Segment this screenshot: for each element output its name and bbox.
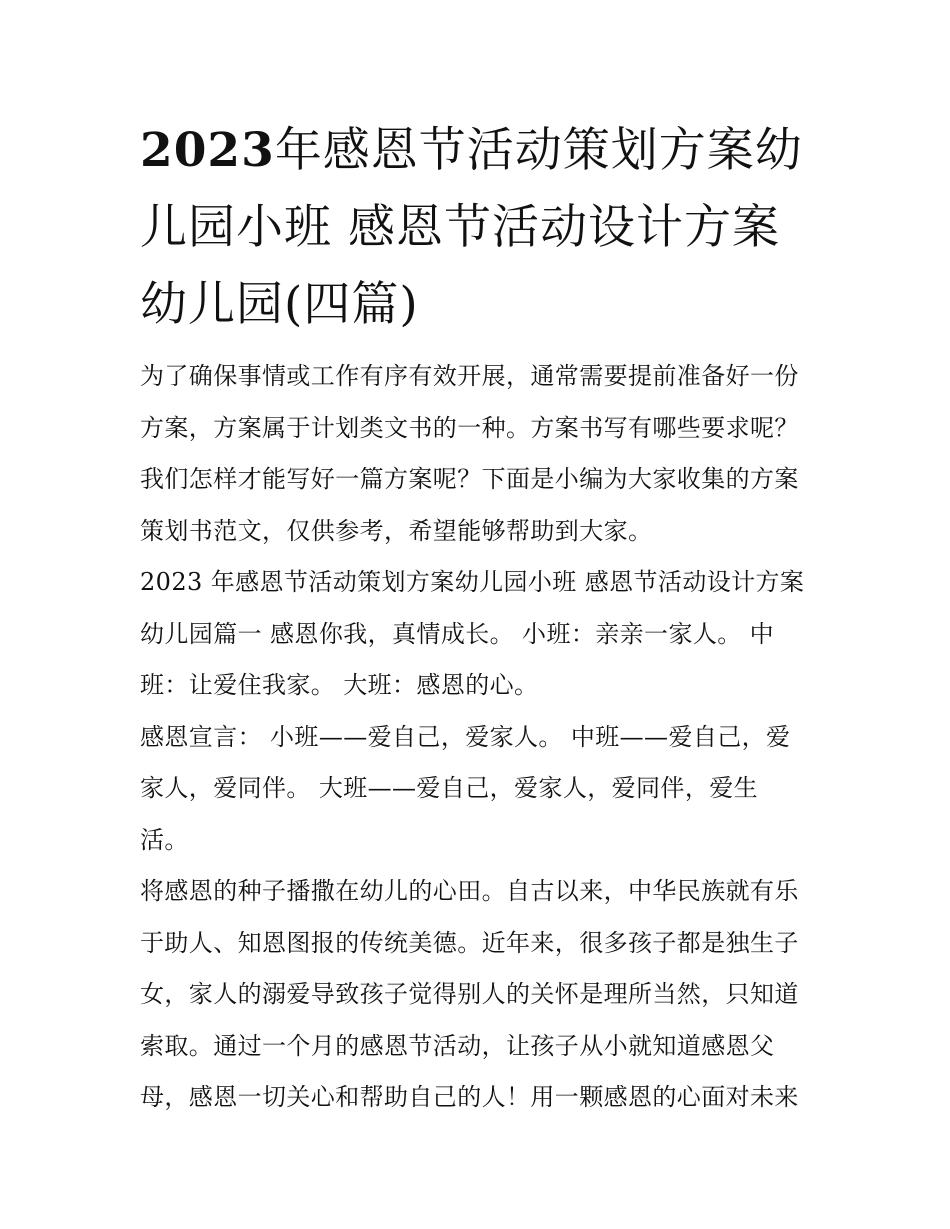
text-line: 将感恩的种子播撒在幼儿的心田。自古以来，中华民族就有乐 (140, 877, 799, 905)
paragraph-intro (140, 351, 812, 557)
title-year: 2023 (140, 123, 275, 178)
text-line: 方案，方案属于计划类文书的一种。方案书写有哪些要求呢？ (140, 413, 799, 442)
paragraph-theme (140, 557, 812, 712)
text-line: 家人，爱同伴。 大班——爱自己，爱家人，爱同伴，爱生 (140, 774, 759, 802)
text-line: 为了确保事情或工作有序有效开展，通常需要提前准备好一份 (140, 362, 799, 390)
document-body (140, 351, 812, 1124)
document-title (140, 112, 812, 343)
text-line: 女，家人的溺爱导致孩子觉得别人的关怀是理所当然，只知道 (140, 980, 799, 1008)
text-line: 策划书范文，仅供参考，希望能够帮助到大家。 (140, 516, 653, 545)
text-line: 幼儿园篇一 感恩你我，真情成长。 小班：亲亲一家人。 中 (140, 619, 775, 648)
text-line: 母，感恩一切关心和帮助自己的人！用一颗感恩的心面对未来 (140, 1083, 799, 1111)
text-line: 我们怎样才能写好一篇方案呢？下面是小编为大家收集的方案 (140, 465, 799, 493)
text-line: 活。 (140, 825, 189, 854)
text-line: 班：让爱住我家。 大班：感恩的心。 (140, 671, 539, 699)
paragraph-declaration (140, 712, 812, 867)
text-line: 于助人、知恩图报的传统美德。近年来，很多孩子都是独生子 (140, 928, 799, 957)
text-line: 2023 年感恩节活动策划方案幼儿园小班 感恩节活动设计方案 (140, 568, 805, 596)
text-line: 索取。通过一个月的感恩节活动，让孩子从小就知道感恩父 (140, 1031, 775, 1060)
document-page (140, 112, 812, 1124)
text-line: 感恩宣言： 小班——爱自己，爱家人。 中班——爱自己，爱 (140, 722, 791, 751)
title-text: 年感恩节活动策划方案幼儿园小班 感恩节活动设计方案幼儿园(四篇) (140, 123, 803, 332)
paragraph-purpose (140, 866, 812, 1124)
